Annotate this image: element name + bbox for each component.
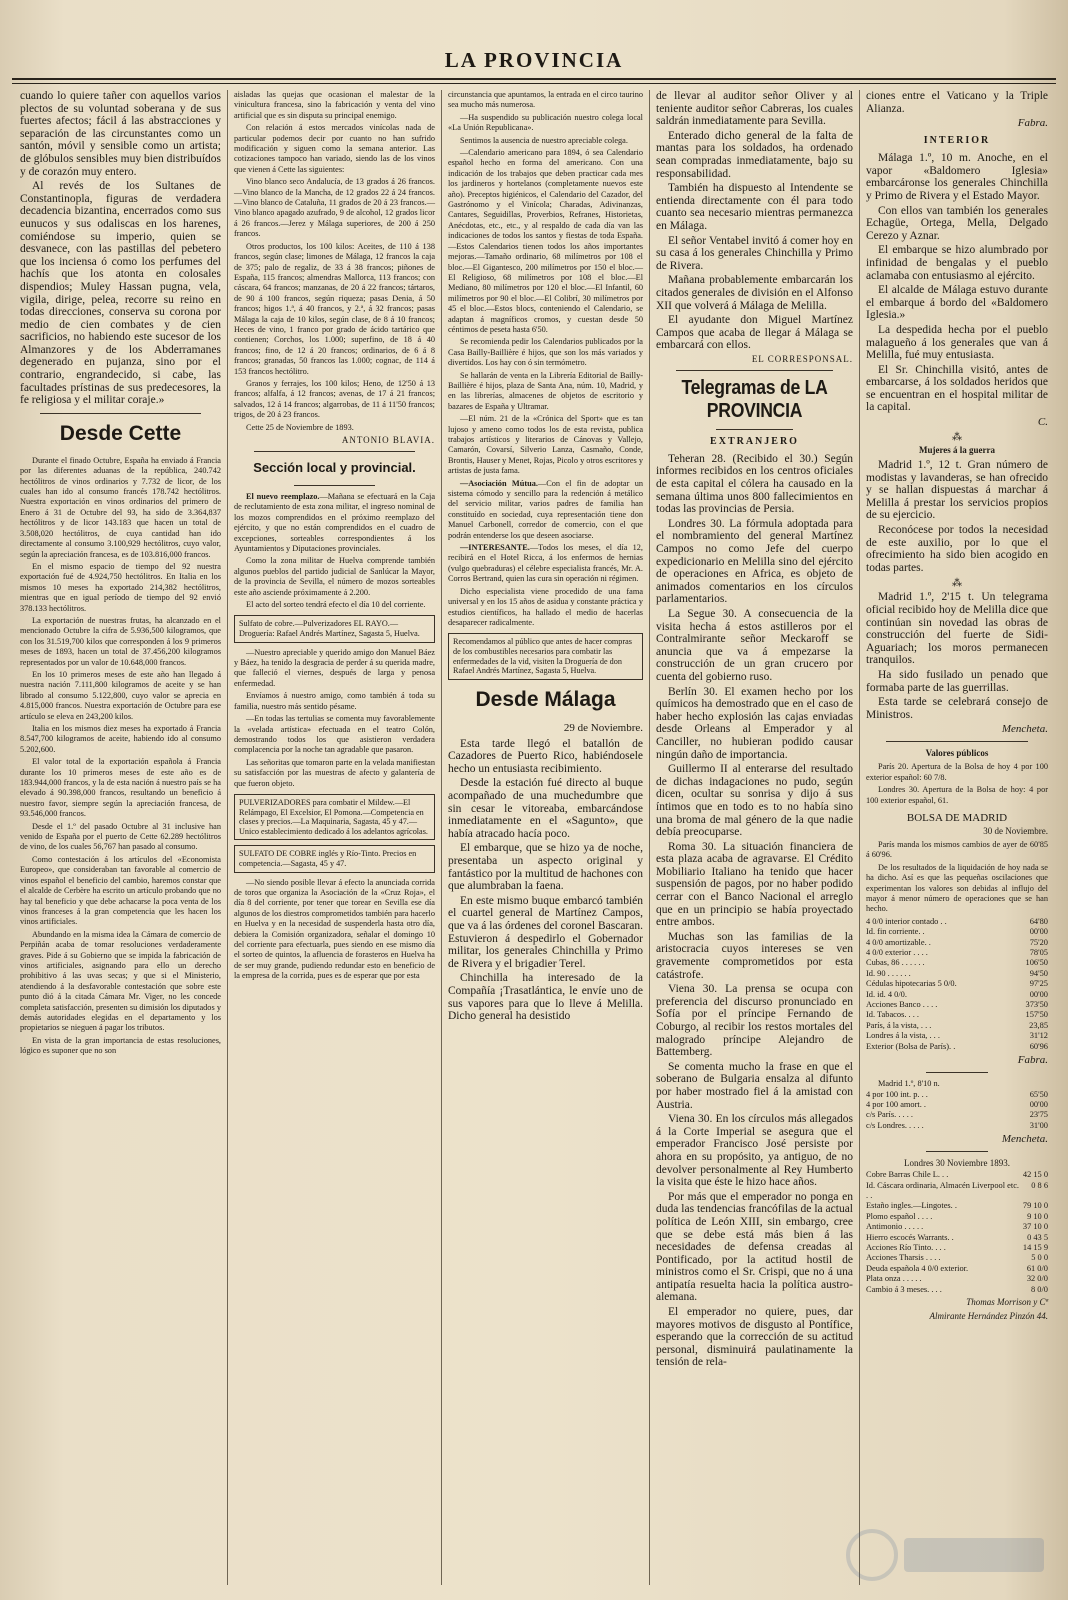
paragraph: La Segue 30. A consecuencia de la visita hecha á estos astilleros por el Contralmirante señor Meckaroff se anuncia que va á empezarse la construcción de un gran crucero por cuenta del gobierno ruso. bbox=[656, 608, 853, 683]
quote-value: 37 10 0 bbox=[1022, 1222, 1048, 1232]
quote-value: 5 0 0 bbox=[1031, 1253, 1048, 1263]
paragraph: De los resultados de la liquidación de hoy nada se ha dicho. Así es que las pequeñas oscilaciones que experimentan los valores son debidas al influjo del mayor á menor número de operaciones que se han hecho. bbox=[866, 862, 1048, 914]
quote-row bbox=[866, 969, 1048, 979]
paragraph: Se hallarán de venta en la Librería Editorial de Bailly-Baillière é hijos, plaza de Santa Ana, núm. 10, Madrid, y en las librerías, almacenes de objetos de escritorio y bazares de España y Ultramar. bbox=[448, 370, 643, 411]
quote-row bbox=[866, 1090, 1048, 1100]
subheading-extranjero: EXTRANJERO bbox=[710, 435, 799, 447]
subheading-interior: INTERIOR bbox=[923, 135, 991, 147]
paragraph: El embarque, que se hizo ya de noche, presentaba un aspecto original y fantástico por la multitud de hachones con que alumbraban la faena. bbox=[448, 842, 643, 893]
advert-box: Recomendamos al público que antes de hacer compras de los combustibles necesarios para combatir las enfermedades de la vid, visiten la Droguería de don Rafael Andrés Martínez, Sagasta 5, Huelva. bbox=[448, 633, 643, 679]
paragraph: Muchas son las familias de la aristocracia cuyos intereses se ven gravemente comprometidos por esta catástrofe. bbox=[656, 930, 853, 981]
quote-value: 23'75 bbox=[1029, 1110, 1048, 1120]
quote-value: 00'00 bbox=[1029, 1099, 1048, 1109]
paragraph: —Nuestro apreciable y querido amigo don Manuel Báez y Báez, ha tenido la desgracia de perder á su querida madre, que falleció el viernes, después de larga y penosa enfermedad. bbox=[234, 647, 435, 688]
mini-heading: Valores públicos bbox=[925, 748, 989, 759]
quote-value: 00'00 bbox=[1029, 989, 1048, 999]
quote-value: 97'25 bbox=[1029, 979, 1048, 989]
paragraph: Londres 30. La fórmula adoptada para el nombramiento del general Martínez Campos no como Jefe del cuerpo expedicionario en Melilla sino del ejército de operaciones en Africa, es objeto de animados comentarios en los círculos parlamentarios. bbox=[656, 517, 853, 606]
paragraph: Como la zona militar de Huelva comprende también algunos pueblos del partido judicial de Sanlúcar la Mayor, de la provincia de Sevilla, el número de mozos sorteables este año asciende próximamente á 2.200. bbox=[234, 556, 435, 597]
quote-row bbox=[866, 1243, 1048, 1253]
paragraph: En los 10 primeros meses de este año han llegado á nuestra nación 7.111,800 kilogramos de aceite y se han librado al consumo 5.122,800, cuyo valor se aprecia en 4.815,000 francos. Nuestra exportación de Octubre para ese artículo se eleva en 243,200 kilos. bbox=[20, 669, 221, 721]
signature: ANTONIO BLAVIA. bbox=[341, 435, 435, 445]
quote-label: Id. Cáscara ordinaria, Almacén Liverpool etc. . . bbox=[866, 1180, 1020, 1200]
quote-label: c/s París. . . . . bbox=[866, 1110, 913, 1120]
paragraph: El alcalde de Málaga estuvo durante el embarque á bordo del «Baldomero Iglesia.» bbox=[866, 284, 1048, 322]
signature: C. bbox=[1037, 416, 1048, 429]
quote-label: Exterior (Bolsa de París). . bbox=[866, 1041, 956, 1051]
quotes-heading: Madrid 1.º, 8'10 n. bbox=[878, 1079, 940, 1089]
dateline: 29 de Noviembre. bbox=[563, 721, 643, 734]
quote-row bbox=[866, 948, 1048, 958]
signature: Mencheta. bbox=[1001, 723, 1048, 736]
paragraph: Con ellos van también los generales Echagüe, Ortega, Mella, Delgado Cerezo y Aznar. bbox=[866, 204, 1048, 242]
stamp-emblem bbox=[848, 1531, 896, 1579]
quote-label: 4 0/0 amortizable. . bbox=[866, 937, 931, 947]
quote-label: Cédulas hipotecarias 5 0/0. bbox=[866, 979, 957, 989]
paragraph: Chinchilla ha interesado de la Compañía ¡Trasatlántica, le envíe uno de sus vapores para que lo lleve á Melilla. Dicho general ha desistido bbox=[448, 972, 643, 1023]
signature: Almirante Hernández Pinzón 44. bbox=[929, 1311, 1048, 1321]
quote-label: Cubas, 86 . . . . . . bbox=[866, 958, 925, 968]
paragraph: Enterado dicho general de la falta de mantas para los soldados, ha ordenado sean compradas inmediatamente, bajo su responsabilidad. bbox=[656, 129, 853, 180]
paragraph: Teheran 28. (Recibido el 30.) Según informes recibidos en los centros oficiales de esta capital el cólera ha causado en la semana última unos 800 fallecimientos en todas las provincias de Persia. bbox=[656, 452, 853, 516]
quote-row bbox=[866, 1100, 1048, 1110]
quote-label: 4 0/0 interior contado . . bbox=[866, 916, 947, 926]
quote-label: Antimonio . . . . . bbox=[866, 1222, 924, 1232]
paragraph: El ayudante don Miguel Martínez Campos que acaba de llegar á Málaga se embarcará con ellos. bbox=[656, 314, 853, 352]
quote-value: 14 15 9 bbox=[1022, 1242, 1048, 1252]
advert-box: Sulfato de cobre.—Pulverizadores EL RAYO.—Droguería: Rafael Andrés Martínez, Sagasta 5, Huelva. bbox=[234, 615, 435, 642]
dateline: Cette 25 de Noviembre de 1893. bbox=[246, 422, 354, 432]
column-1 bbox=[14, 90, 228, 1585]
quote-value: 9 10 0 bbox=[1027, 1211, 1048, 1221]
quote-label: c/s Londres. . . . . bbox=[866, 1120, 924, 1130]
column-5 bbox=[860, 90, 1054, 1585]
paragraph: —En todas las tertulias se comenta muy favorablemente la «velada artística» efectuada en el teatro Colón, demostrando todos los que asistieron verdadera complacencia por la noche tan agradable que pasaron. bbox=[234, 714, 435, 755]
paragraph: Guillermo II al enterarse del resultado de dichas indagaciones no pudo, según dicen, ocultar su sonrisa y dijo á sus íntimos que en todo es to no había sino una broma de mal género de la que nadie debía preocuparse. bbox=[656, 763, 853, 839]
quote-label: 4 0/0 exterior . . . . bbox=[866, 948, 928, 958]
quote-value: 00'00 bbox=[1029, 927, 1048, 937]
paragraph: Berlín 30. El examen hecho por los químicos ha demostrado que en el caso de haber hecho explosión las cajas enviadas desde Orleans al Emperador y al Canciller, no hubieran podido causar ningún daño de importancia. bbox=[656, 685, 853, 761]
paragraph: El señor Ventabel invitó á comer hoy en su casa á los generales Chinchilla y Primo de Rivera. bbox=[656, 234, 853, 272]
paragraph: Reconócese por todos la necesidad de este auxilio, por lo que el ofrecimiento ha sido bien acogido en todas partes. bbox=[866, 524, 1048, 574]
paragraph: París manda los mismos cambios de ayer de 60'85 á 60'96. bbox=[866, 839, 1048, 860]
paragraph: Abundando en la misma idea la Cámara de comercio de Perpiñán acaba de tomar resoluciones verdaderamente graves. Pide á su Gobierno que se impida la fabricación de vinos artificiales, asignando para ello un derecho prohibitivo á las uvas secas; y que si el Ministerio, atendiendo á la desfavorable contestación que sobre este punto dió á la citada Cámara Mr. Viger, no les concede completa satisfacción, presenten su dimisión los diputados y demás autoridades elegidas en el departamento y los propietarios se nieguen á pagar los tributos. bbox=[20, 929, 221, 1033]
paragraph: Ha sido fusilado un penado que formaba parte de las guerrillas. bbox=[866, 668, 1048, 694]
paragraph: Madrid 1.º, 2'15 t. Un telegrama oficial recibido hoy de Melilla dice que continúan sin novedad las obras de construcción del fuerte de Sidi-Aguariach; los moros permanecen tranquilos. bbox=[866, 591, 1048, 667]
quote-label: 4 por 100 amort. . bbox=[866, 1099, 927, 1109]
quote-value: 75'20 bbox=[1029, 937, 1048, 947]
signature: Fabra. bbox=[1017, 1054, 1048, 1067]
paragraph: cuando lo quiere tañer con aquellos varios plectos de su voluntad soberana y de sus fuertes afectos; fácil á las abstracciones y separación de las circunstantes como un santón, móvil y sensible como un artista; de glóbulos sensibles muy bien distribuídos y de corazón muy entero. bbox=[20, 90, 221, 178]
paragraph: Granos y ferrajes, los 100 kilos; Heno, de 12'50 á 13 francos; alfalfa, á 12 francos; avenas, de 17 á 21 francos; salvados, 12 á 14 francos; algarrobas, de 11 á 11'50 francos; trigos, de 20 á 23 francos. bbox=[234, 378, 435, 420]
dateline: 30 de Noviembre. bbox=[983, 825, 1048, 836]
section-heading: Sección local y provincial. bbox=[253, 460, 416, 475]
paragraph: El emperador no quiere, pues, dar mayores motivos de disgusto al Pontífice, esperando que la corrección de su actitud personal, disminuirá paulatinamente la tensión de rela- bbox=[656, 1306, 853, 1369]
paragraph: —No siendo posible llevar á efecto la anunciada corrida de toros que organiza la Asociación de la «Cruz Roja», el día 8 del corriente, por tener que torear en Sevilla ese día algunos de los diestros comprometidos también para hacerlo en Huelva y en la necesidad de suspenderla hasta otro día, debiera la Comisión organizadora, señalar el domingo 10 del corriente para efectuarla, pues siendo en ese mismo día el sorteo de quintos, la afluencia de forasteros en Huelva ha de ser muy grande, pudiendo redundar esto en beneficio de la empresa de la corrida, pues es de esperar que por esta bbox=[234, 877, 435, 981]
quote-row bbox=[866, 938, 1048, 948]
mini-heading: Mujeres á la guerra bbox=[918, 445, 996, 456]
paragraph: El valor total de la exportación española á Francia durante los 10 primeros meses de este año es de 183.944,000 francos, y la de esta nación á nuestro país se ha elevado á 90.398,000 francos, resultando un beneficio á nuestro favor, siempre según la apreciación francesa, de 93.546,000 francos. bbox=[20, 757, 221, 819]
paragraph: Sentimos la ausencia de nuestro apreciable colega. bbox=[460, 135, 628, 145]
paragraph: —Todos los meses, el día 12, recibirá en el Hotel Ricca, á los enfermos de hernias (vulgo quebraduras) el célebre especialista francés, Mr. A. Corros Bertrand, quien las cura sin operación ni régimen. bbox=[448, 543, 643, 584]
divider bbox=[294, 485, 375, 486]
paragraph: Viena 30. En los círculos más allegados á la Corte Imperial se asegura que el emperador Francisco José persiste por ahora en su propósito, ya antiguo, de no devolver personalmente al Rey Humberto la visita que éste le hizo hace años. bbox=[656, 1113, 853, 1189]
lead-in: —INTERESANTE. bbox=[460, 543, 530, 553]
paragraph: Las señoritas que tomaron parte en la velada manifiestan su satisfacción por las muestras de afecto y galantería de que fueron objeto. bbox=[234, 757, 435, 788]
paragraph: El acto del sorteo tendrá efecto el día 10 del corriente. bbox=[246, 600, 426, 610]
quote-row bbox=[866, 958, 1048, 968]
quote-label: Cobre Barras Chile L. . . bbox=[866, 1170, 949, 1180]
quote-label: Cambio á 3 meses. . . . bbox=[866, 1284, 942, 1294]
quote-row bbox=[866, 990, 1048, 1000]
quote-row bbox=[866, 1285, 1048, 1295]
column-4 bbox=[650, 90, 860, 1585]
asterism: ⁂ bbox=[952, 432, 962, 444]
paragraph: París 20. Apertura de la Bolsa de hoy 4 por 100 exterior español: 60 7/8. bbox=[866, 762, 1048, 782]
quote-value: 31'00 bbox=[1029, 1120, 1048, 1130]
paragraph: —Calendario americano para 1894, ó sea Calendario español hecho en forma del americano. Con una indicación de los trabajos que deben practicar cada mes los jardineros y hortelanos (completamente nuevos este año). Preceptos higiénicos, el Calendario del Cazador, del Gastrónomo y el Vinícola; Charadas, Adivinanzas, Cantares, Seguidillas, Proverbios, Refranes, Historietas, Anécdotas, etc., etc., y al respaldo de cada día van las indicaciones de todos los santos y fiestas de toda España.—Estos Calendarios tienen todos los años importantes mejoras.—Tamaño ordinario, 68 milímetros por 108 el bloc.—El Gigantesco, 200 milímetros por 150 el bloc.—El Religioso, 68 milímetros por 108 el bloc.—El Mediano, 80 milímetros por 120 el bloc.—El Infantil, 60 milímetros por 90 el bloc.—El Colibrí, 30 milímetros por 45 el bloc.—Estos blocs, conteniendo el Calendario, se adaptan á magníficos cromos, y cuestan desde 50 céntimos de peseta hasta 6'50. bbox=[448, 148, 643, 334]
paragraph: —Mañana se efectuará en la Caja de reclutamiento de esta zona militar, el ingreso nominal de los mozos comprendidos en el próximo reemplazo del ejército, y que no están comprendidos en el cuadro de excepciones, sorteables correspondientes á los Ayuntamientos y Diputaciones provinciales. bbox=[234, 492, 435, 554]
column-3 bbox=[442, 90, 650, 1585]
quote-value: 42 15 0 bbox=[1022, 1170, 1048, 1180]
headline-desde-cette: Desde Cette bbox=[59, 421, 182, 445]
paragraph: Se recomienda pedir los Calendarios publicados por la Casa Bailly-Baillière é hijos, que son los más variados y divertidos. Los hay con ó sin termómetro. bbox=[448, 337, 643, 368]
paragraph: Italia en los mismos diez meses ha exportado á Francia 8.547,700 kilogramos de aceite, habiendo ido al consumo 5.202,600. bbox=[20, 724, 221, 754]
headline-desde-malaga: Desde Málaga bbox=[475, 687, 616, 711]
paragraph: En el mismo espacio de tiempo del 92 nuestra exportación fué de 4.924,750 hectólitros. En Italia en los mismos 10 meses ha exportado 214,382 hectólitros, mientras que en igual período de tiempo del 92 envió 378.133 hectólitros. bbox=[20, 561, 221, 613]
quotes-heading: Londres 30 Noviembre 1893. bbox=[904, 1158, 1010, 1169]
paragraph: Londres 30. Apertura de la Bolsa de hoy: 4 por 100 exterior español, 61. bbox=[866, 785, 1048, 805]
paragraph: Esta tarde llegó el batallón de Cazadores de Puerto Rico, habiéndosele hecho un entusiasta recibimiento. bbox=[448, 737, 643, 775]
paragraph: En vista de la gran importancia de estas resoluciones, lógico es suponer que no son bbox=[20, 1035, 221, 1056]
paragraph: Otros productos, los 100 kilos: Aceites, de 110 á 138 francos, según clase; limones de Málaga, 12 francos la caja de 375; palo de regaliz, de 33 á 38 francos; piñones de España, 115 francos; almendras Mallorca, 113 francos; con cáscara, 64 francos; manzanas, de 20 á 22 francos; tártaros, de 90 á 100 francos, según riqueza; pasas Denia, á 50 francos; higos 1.ª, á 40 francos, y 2.ª, á 32 francos; pasas Málaga la caja de 10 kilos, según clase, de 8 á 10 francos; Heces de vino, 1 franco por grado de ácido tartárico que contienen; Corchos, los 1.000; superfino, de 18 á 40 francos; fino, de 12 á 20 francos; ordinarios, de 6 á 8 francos; granadas, 50 francos las 1.000; cognac, de 114 á 153 francos hectólitro. bbox=[234, 241, 435, 376]
quote-label: Acciones Banco . . . . bbox=[866, 1000, 938, 1010]
paragraph: Envíamos á nuestro amigo, como también á toda su familia, nuestro más sentido pésame. bbox=[234, 691, 435, 711]
paragraph: Desde el 1.º del pasado Octubre al 31 inclusive han venido de España por el puerto de Cette 62.289 hectólitros de vino, de los cuales 56,767 han pasado al consumo. bbox=[20, 821, 221, 852]
quote-value: 60'96 bbox=[1029, 1041, 1048, 1051]
quote-row bbox=[866, 1233, 1048, 1243]
paragraph: —Ha suspendido su publicación nuestro colega local «La Unión Republicana». bbox=[448, 112, 643, 133]
divider bbox=[926, 1072, 988, 1073]
quote-value: 0 8 6 bbox=[1031, 1180, 1048, 1190]
quote-row bbox=[866, 1042, 1048, 1052]
signature: Thomas Morrison y Cª bbox=[966, 1297, 1048, 1307]
divider bbox=[716, 429, 793, 430]
quote-row bbox=[866, 979, 1048, 989]
quote-label: Id. id. 4 0/0. bbox=[866, 989, 907, 999]
quote-value: 0 43 5 bbox=[1027, 1232, 1048, 1242]
paragraph: ciones entre el Vaticano y la Triple Alianza. bbox=[866, 90, 1048, 115]
stamp-band bbox=[904, 1538, 1044, 1572]
divider bbox=[40, 413, 201, 414]
paragraph: circunstancia que apuntamos, la entrada en el circo taurino sea mucho más numerosa. bbox=[448, 90, 643, 110]
asterism: ⁂ bbox=[952, 578, 962, 590]
quote-row bbox=[866, 917, 1048, 927]
columns bbox=[14, 90, 1054, 1585]
paragraph: Málaga 1.º, 10 m. Anoche, en el vapor «Baldomero Iglesia» embarcáronse los generales Chinchilla y Primo de Rivera y el Estado Mayor. bbox=[866, 152, 1048, 202]
paragraph: Al revés de los Sultanes de Constantinopla, figuras de verdadera decadencia bizantina, encerrados como sus eunucos y sus odaliscas en los harenes, comiéndose su imperio, quien se desvanece, con las pastillas del pebetero que los inciensa ó como los perfumes del hachís que los atonta en colosales dispendios; Muley Hassan pugna, vela, vigila, dirige, pelea, recorre su reino en todas direcciones, conserva su corona por medio de cien combates y de cien sacrificios, no habiendo este sucesor de los Almanzores y de los Abderramanes degenerado en pujanza, sino por el contrario, engrandecido, si cabe, las facultades prístinas de sus predecesores, la fe religiosa y el militar coraje.» bbox=[20, 180, 221, 407]
quote-row bbox=[866, 1201, 1048, 1211]
quote-label: París, á la vista, . . . bbox=[866, 1020, 932, 1030]
lead-in: El nuevo reemplazo. bbox=[246, 492, 320, 501]
quote-label: 4 por 100 int. p. . . bbox=[866, 1089, 928, 1099]
paragraph: Mañana probablemente embarcarán los citados generales de división en el Alfonso XII que volverá á Málaga de Melilla. bbox=[656, 274, 853, 312]
paragraph: También ha dispuesto al Intendente se entienda directamente con él para todo cuanto sea necesario mientras permanezca en Málaga. bbox=[656, 182, 853, 232]
quote-row bbox=[866, 1181, 1048, 1202]
quote-label: Londres á la vista, . . . bbox=[866, 1031, 940, 1041]
masthead: LA PROVINCIA bbox=[444, 48, 624, 72]
divider bbox=[926, 1151, 988, 1152]
paragraph: La exportación de nuestras frutas, ha alcanzado en el mencionado Octubre la cifra de 5.936,500 kilogramos, que con los 31.519,700 kilos que corresponden á los 9 primeros meses de 1893, hacen un total de 37.456,200 kilogramos representados por un valor de 10.648,000 francos. bbox=[20, 615, 221, 667]
page-header bbox=[12, 40, 1056, 82]
paragraph: Dicho especialista viene procedido de una fama universal y en los 15 años de asidua y constante práctica y estudios científicos, ha hallado el medio de hacerlas desaparecer radicalmente. bbox=[448, 586, 643, 627]
quotes-table bbox=[866, 1170, 1048, 1295]
quote-value: 61 0/0 bbox=[1026, 1263, 1048, 1273]
quote-row bbox=[866, 1253, 1048, 1263]
advert-box: PULVERIZADORES para combatir el Mildew.—El Relámpago, El Excelsior, El Pomona.—Competencia en clases y precios.—La Maquinaria, Sagasta, 45 y 47.—Unico establecimiento dedicado á los adelantos agrícolas. bbox=[234, 794, 435, 840]
paragraph: El Sr. Chinchilla visitó, antes de embarcarse, á los soldados heridos que se encuentran en el hospital militar de la capital. bbox=[866, 363, 1048, 414]
quote-label: Hierro escocés Warrants. . bbox=[866, 1232, 954, 1242]
paragraph: Vino blanco seco Andalucía, de 13 grados á 26 francos.—Vino blanco de la Mancha, de 12 grados 22 á 24 francos.—Vino blanco de Cataluña, 11 grados de 20 á 23 francos.—Vino blanco apagado azufrado, 9 de alcohol, 12 grados licor á 26 francos.—Jerez y Málaga superiores, de 200 á 250 francos. bbox=[234, 177, 435, 239]
lead-in: —Asociación Mútua. bbox=[460, 478, 538, 488]
quote-value: 157'50 bbox=[1025, 1010, 1048, 1020]
signature: Mencheta. bbox=[1001, 1133, 1048, 1146]
paragraph: —Con el fin de adoptar un sistema cómodo y sencillo para la redención á metálico del servicio militar, varios padres de familia han constituído en sociedad, cuya representación tiene don Manuel Carbonell, corredor de comercio, con el que podrán entenderse los que deseen asociarse. bbox=[448, 478, 643, 540]
quote-label: Plata onza . . . . . bbox=[866, 1274, 922, 1284]
quote-row bbox=[866, 1170, 1048, 1180]
quotes-table bbox=[866, 917, 1048, 1052]
quote-value: 78'05 bbox=[1029, 948, 1048, 958]
library-stamp bbox=[842, 1520, 1052, 1590]
paragraph: Con relación á estos mercados vinícolas nada de particular podemos decir por cuanto no han sufrido modificación y siguen como la semana anterior. Las cotizaciones tampoco han variado, siendo las de los vinos que vienen á Cette las siguientes: bbox=[234, 123, 435, 174]
paragraph: Durante el finado Octubre, España ha enviado á Francia por las diferentes aduanas de la república, 240.742 hectólitros de vinos ordinarios y 7.732 de licor, de los cuales han ido al consumo francés 178.742 hectólitros. Nuestra exportación en vinos ordinarios del primero de Enero á 31 de Octubre del 93, ha sido de 3.364,837 hectólitros y de licor 143.183 que hacen un total de 3.508,020 hectólitros, de cuya cantidad han ido directamente al consumo 3.100,929 hectólitros, cuyo valor, según la apreciación francesa, es de 103.816,000 francos. bbox=[20, 455, 221, 559]
paragraph: Se comenta mucho la frase en que el soberano de Bulgaria ensalza al difunto por haber mostrado fiel á la amistad con Austria. bbox=[656, 1060, 853, 1111]
headline-telegramas: Telegramas de LA PROVINCIA bbox=[681, 376, 828, 422]
quote-row bbox=[866, 927, 1048, 937]
quote-label: Id. fin corriente. . bbox=[866, 927, 925, 937]
quote-value: 31'12 bbox=[1029, 1031, 1048, 1041]
quote-value: 79 10 0 bbox=[1022, 1201, 1048, 1211]
paragraph: Esta tarde se celebrará consejo de Ministros. bbox=[866, 696, 1048, 721]
quote-value: 64'80 bbox=[1029, 916, 1048, 926]
quote-row bbox=[866, 1010, 1048, 1020]
quotes-table bbox=[866, 1090, 1048, 1132]
paragraph: La despedida hecha por el pueblo malagueño á los generales que van á Melilla, fué muy entusiasta. bbox=[866, 323, 1048, 362]
paragraph: Madrid 1.º, 12 t. Gran número de modistas y lavanderas, se han ofrecido y se hallan dispuestas á marchar á Melilla á prestar los servicios propios de su ejercicio. bbox=[866, 459, 1048, 522]
quote-row bbox=[866, 1264, 1048, 1274]
paragraph: Como contestación á los artículos del «Economista Europeo», que consideraban tan favorable al comercio de vinos español el beneficio del cambio, haremos constar que el alcalde de Cerbère ha escrito un artículo probando que no hay tal beneficio y que debe achacarse la poca venta de los vinos franceses á la gran competencia que les hacen los vinos artificiales. bbox=[20, 854, 221, 927]
quote-row bbox=[866, 1222, 1048, 1232]
quote-value: 65'50 bbox=[1029, 1089, 1048, 1099]
paragraph: En este mismo buque embarcó también el cuartel general de Martínez Campos, que va á las órdenes del coronel Bascaran. Estuvieron á despedirlo el Gobernador militar, los generales Chinchilla y Primo de Rivera y el brigadier Terel. bbox=[448, 894, 643, 970]
quote-row bbox=[866, 1121, 1048, 1131]
quote-row bbox=[866, 1212, 1048, 1222]
header-rule bbox=[12, 78, 1056, 84]
divider bbox=[676, 370, 833, 371]
quote-label: Acciones Tharsis . . . . bbox=[866, 1253, 941, 1263]
quote-row bbox=[866, 1274, 1048, 1284]
advert-box: SULFATO DE COBRE inglés y Río-Tinto. Precios en competencia.—Sagasta, 45 y 47. bbox=[234, 845, 435, 872]
quote-value: 106'50 bbox=[1025, 958, 1048, 968]
paragraph: Viena 30. La prensa se ocupa con preferencia del discurso pronunciado en Sofía por el príncipe Fernando de Coburgo, al recibir los restos mortales del malogrado príncipe Alejandro de Battemberg. bbox=[656, 983, 853, 1059]
quote-label: Plomo español . . . . bbox=[866, 1211, 933, 1221]
quote-row bbox=[866, 1031, 1048, 1041]
quote-value: 8 0/0 bbox=[1031, 1284, 1048, 1294]
signature: EL CORRESPONSAL. bbox=[751, 353, 853, 364]
paragraph: —El núm. 21 de la «Crónica del Sport» que es tan lujoso y ameno como todos los de esta revista, publica trabajos artísticos y literarios de Cánovas y Vallejo, Camarón, Covarsí, Silverio Lanza, Casmaño, Conde, Brontis, Hauser y Menet, Rojas, Picolo y otros escritores y artistas de justa fama. bbox=[448, 414, 643, 476]
quote-label: Deuda española 4 0/0 exterior. bbox=[866, 1263, 969, 1273]
quote-label: Acciones Río Tinto. . . . bbox=[866, 1242, 946, 1252]
quote-label: Id. 90 . . . . . . bbox=[866, 968, 911, 978]
quote-value: 23,85 bbox=[1029, 1020, 1048, 1030]
bolsa-title: BOLSA DE MADRID bbox=[906, 811, 1008, 824]
signature: Fabra. bbox=[1017, 117, 1048, 130]
divider bbox=[254, 451, 415, 452]
paragraph: Roma 30. La situación financiera de esta plaza acaba de agravarse. El Crédito Mobiliario Italiano ha tenido que hacer suspensión de pagos, por no haber podido cerrar con el Banco Nacional el arreglo que en un principio se había proyectado entre ambos. bbox=[656, 840, 853, 929]
quote-row bbox=[866, 1000, 1048, 1010]
divider bbox=[886, 741, 1028, 742]
paragraph: El embarque se hizo alumbrado por infinidad de bengalas y el pueblo aclamaba con entusiasmo al ejército. bbox=[866, 244, 1048, 282]
quote-value: 32 0/0 bbox=[1026, 1274, 1048, 1284]
paragraph: Desde la estación fué directo al buque acompañado de una muchedumbre que sin cesar le vitoreaba, embarcándose inmediatamente en el «Sagunto», que había atracado hacía poco. bbox=[448, 777, 643, 840]
paragraph: aisladas las quejas que ocasionan el malestar de la vinicultura francesa, sino la fabricación y venta del vino artificial que es sin disputa su principal enemigo. bbox=[234, 90, 435, 120]
quote-label: Estaño ingles.—Lingotes. . bbox=[866, 1201, 957, 1211]
quote-row bbox=[866, 1021, 1048, 1031]
paragraph: Por más que el emperador no ponga en duda las tendencias francófilas de la actual política de León XIII, sin embargo, cree que se debe está más bien á las necesidades de defensa creadas al Pontificado, por la actitud hostil de ministros como el Sr. Crispi, que no á una antipatía resuelta hacia la política austro-alemana. bbox=[656, 1190, 853, 1304]
quote-row bbox=[866, 1110, 1048, 1120]
quote-value: 94'50 bbox=[1029, 968, 1048, 978]
column-2 bbox=[228, 90, 442, 1585]
quote-value: 373'50 bbox=[1025, 1000, 1048, 1010]
quote-label: Id. Tabacos. . . . bbox=[866, 1010, 919, 1020]
paragraph: de llevar al auditor señor Oliver y al teniente auditor señor Cabreras, los cuales saldrán inmediatamente para Sevilla. bbox=[656, 90, 853, 128]
